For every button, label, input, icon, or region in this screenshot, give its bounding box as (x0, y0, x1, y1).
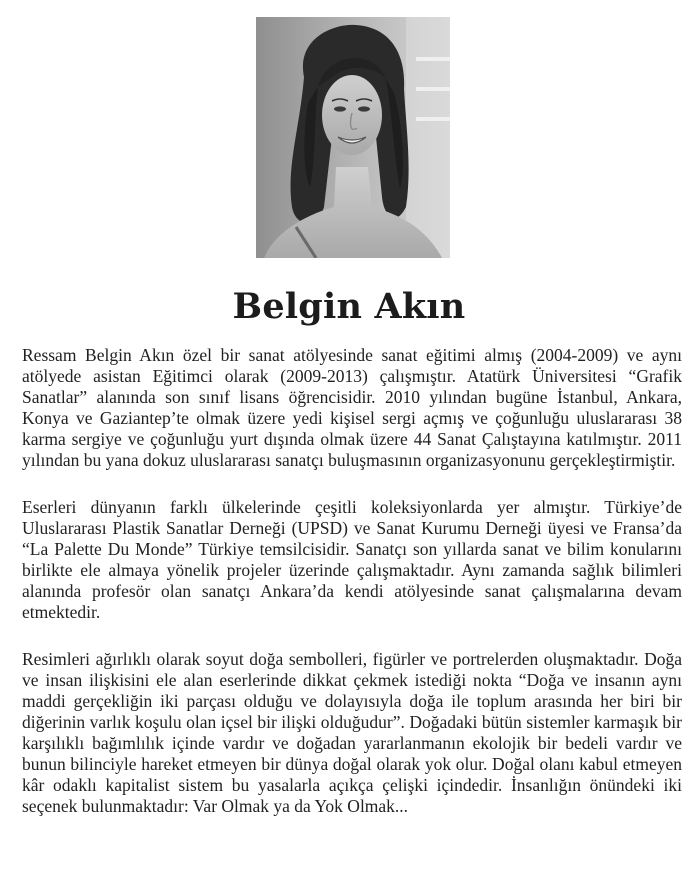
portrait-photo (256, 17, 450, 258)
artist-name: Belgin Akın (232, 286, 466, 327)
biography (22, 345, 682, 817)
bio-paragraph-3: Resimleri ağırlıklı olarak soyut doğa sembolleri, figürler ve portrelerden oluşmaktadır. Doğa ve insan ilişkisini ele alan eserlerinde dikkat çekmek istediği nokta “Doğa ve insanın aynı maddi gerçekliğin iki parçası olduğu ve dolayısıyla doğa ile toplum arasında her biri bir diğerinin varlık koşulu olan içsel bir ilişki olduğudur”. Doğadaki bütün sistemler karmaşık bir karşılıklı bağımlılık içinde vardır ve doğadan yararlanmanın ekolojik bir bedeli vardır ve bunun bilinciyle hareket etmeyen bir dünya doğal olarak yok olur. Doğal olanı kabul etmeyen kâr odaklı kapitalist sistem bu yasalarla açıkça çelişki içindedir. İnsanlığın önündeki iki seçenek bulunmaktadır: Var Olmak ya da Yok Olmak... (22, 649, 682, 816)
bio-paragraph-1: Ressam Belgin Akın özel bir sanat atölyesinde sanat eğitimi almış (2004-2009) ve aynı atölyede asistan Eğitimci olarak (2009-2013) çalışmıştır. Atatürk Üniversitesi “Grafik Sanatlar” alanında son sınıf lisans öğrencisidir. 2010 yılından bugüne İstanbul, Ankara, Konya ve Gaziantep’te olmak üzere yedi kişisel sergi açmış ve çoğunluğu uluslararası 38 karma sergiye ve çoğunluğu yurt dışında olmak üzere 44 Sanat Çalıştayına katılmıştır. 2011 yılından bu yana dokuz uluslararası sanatçı buluşmasının organizasyonunu gerçekleştirmiştir. (22, 345, 682, 470)
bio-paragraph-2: Eserleri dünyanın farklı ülkelerinde çeşitli koleksiyonlarda yer almıştır. Türkiye’de Uluslararası Plastik Sanatlar Derneği (UPSD) ve Sanat Kurumu Derneği üyesi ve Fransa’da “La Palette Du Monde” Türkiye temsilcisidir. Sanatçı son yıllarda sanat ve bilim konularını birlikte ele almaya yönelik projeler üzerinde çalışmaktadır. Aynı zamanda sağlık bilimleri alanında profesör olan sanatçı Ankara’da kendi atölyesinde sanat çalışmalarına devam etmektedir. (22, 497, 682, 622)
